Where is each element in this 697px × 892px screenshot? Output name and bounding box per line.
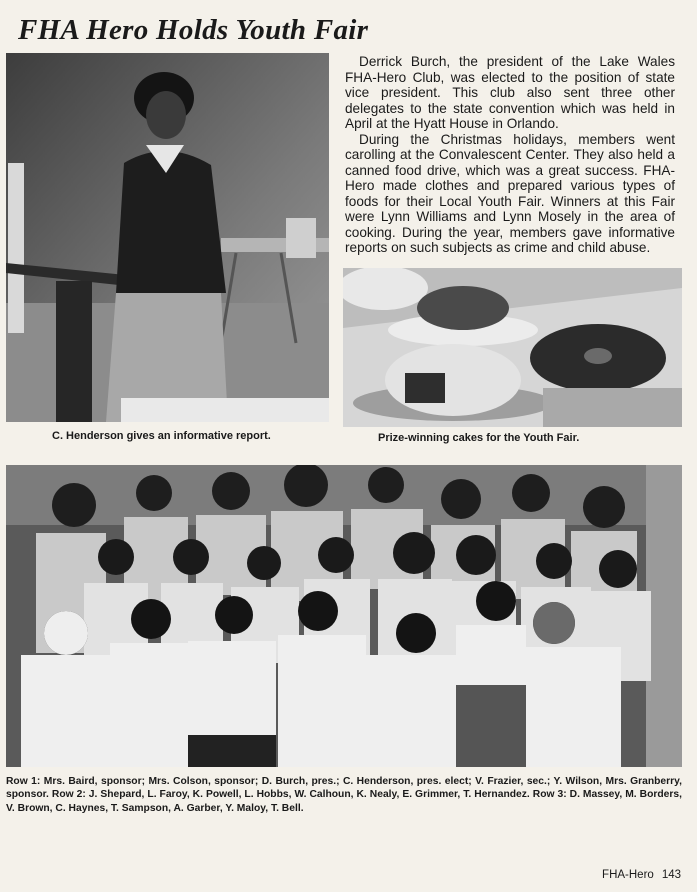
page-number: 143 [661, 869, 681, 881]
cakes-photo-caption: Prize-winning cakes for the Youth Fair. [378, 432, 580, 444]
footer-section: FHA-Hero [602, 869, 654, 881]
article-body [345, 54, 675, 256]
article-paragraph: Derrick Burch, the president of the Lake Wales FHA-Hero Club, was elected to the position of state vice president. This club also sent three other delegates to the state convention which was held in April at the Hyatt House in Orlando. [345, 54, 675, 131]
article-paragraph: During the Christmas holidays, members went carolling at the Convalescent Center. They also held a canned food drive, which was a great success. FHA-Hero made clothes and prepared various types of foods for their Local Youth Fair. Winners at this Fair were Lynn Williams and Lynn Mosely in the area of cooking. During the year, members gave informative reports on such subjects as crime and child abuse. [345, 131, 675, 255]
speaker-photo-caption: C. Henderson gives an informative report. [52, 430, 271, 442]
page-title: FHA Hero Holds Youth Fair [18, 14, 369, 46]
cakes-photo [343, 268, 682, 427]
group-photo [6, 465, 682, 767]
group-photo-caption: Row 1: Mrs. Baird, sponsor; Mrs. Colson, sponsor; D. Burch, pres.; C. Henderson, pres. elect; V. Frazier, sec.; Y. Wilson, Mrs. Granberry, sponsor. Row 2: J. Shepard, L. Faroy, K. Powell, L. Hobbs, W. Calhoun, K. Nealy, E. Grimmer, T. Hernandez. Row 3: D. Massey, M. Borders, V. Brown, C. Haynes, T. Sampson, A. Garber, Y. Maloy, T. Bell. [6, 776, 682, 814]
speaker-photo [6, 53, 329, 422]
page-footer [594, 869, 681, 881]
